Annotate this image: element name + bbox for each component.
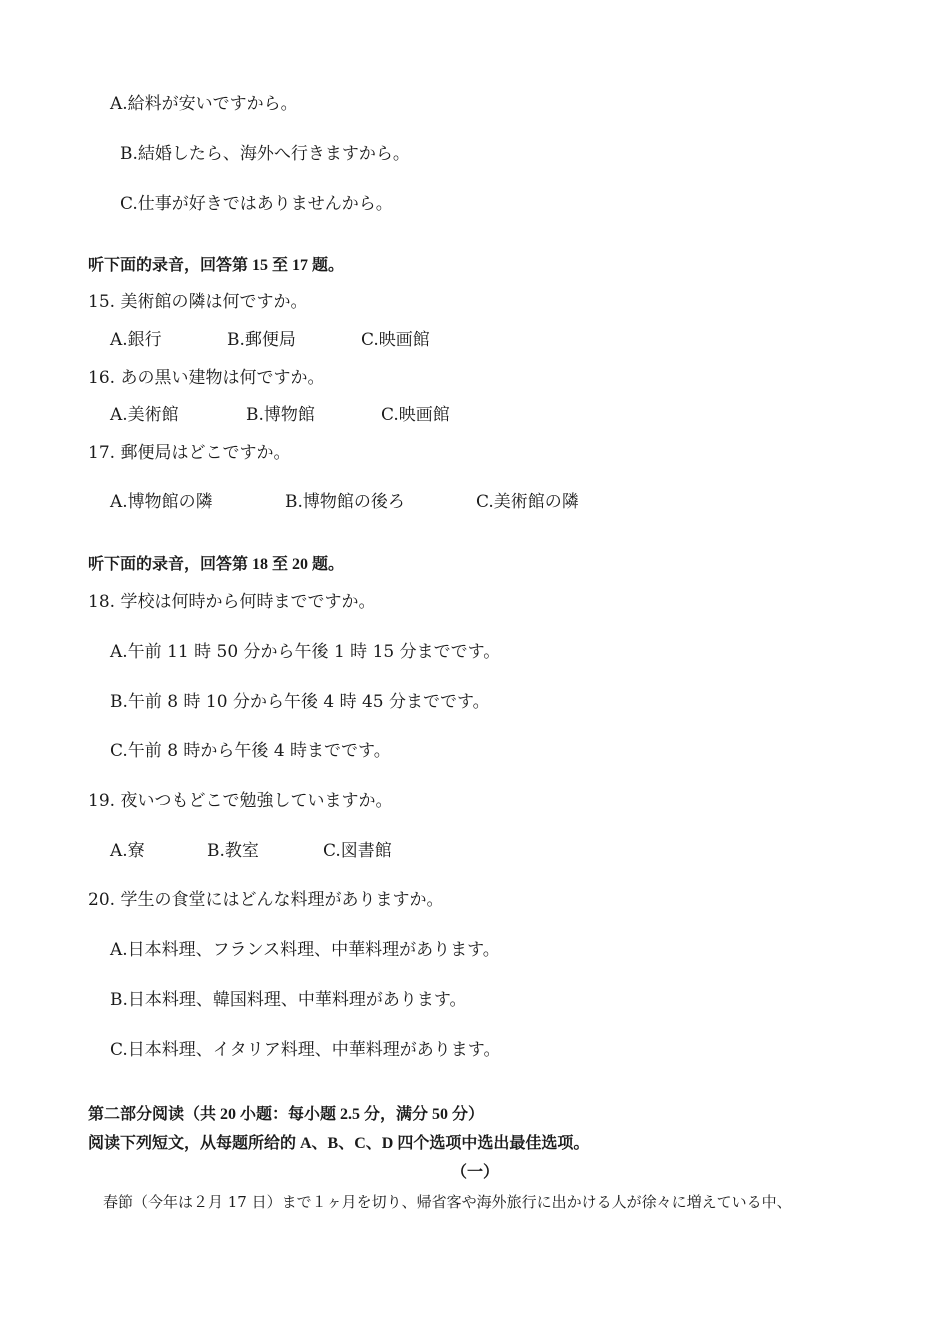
q17-option-a: A.博物館の隣	[110, 492, 213, 512]
q20-option-a: A.日本料理、フランス料理、中華料理があります。	[110, 940, 500, 960]
question-15: 15. 美術館の隣は何ですか。	[88, 292, 308, 312]
q14-option-a: A.給料が安いですから。	[110, 94, 298, 114]
q14-option-c: C.仕事が好きではありませんから。	[120, 194, 393, 214]
q17-option-c: C.美術館の隣	[476, 492, 579, 512]
q16-option-b: B.博物館	[246, 405, 315, 425]
q16-option-c: C.映画館	[381, 405, 450, 425]
question-20: 20. 学生の食堂にはどんな料理がありますか。	[88, 890, 444, 910]
question-16: 16. あの黒い建物は何ですか。	[88, 368, 325, 388]
q16-option-a: A.美術館	[110, 405, 179, 425]
q19-option-b: B.教室	[207, 841, 259, 861]
q17-option-b: B.博物館の後ろ	[285, 492, 405, 512]
passage-number: （一）	[450, 1162, 499, 1181]
q15-option-b: B.郵便局	[227, 330, 296, 350]
q18-option-c: C.午前 8 時から午後 4 時までです。	[110, 741, 391, 761]
q15-option-a: A.銀行	[110, 330, 162, 350]
q15-option-c: C.映画館	[361, 330, 430, 350]
q14-option-b: B.結婚したら、海外へ行きますから。	[120, 144, 410, 164]
q20-option-c: C.日本料理、イタリア料理、中華料理があります。	[110, 1040, 501, 1060]
q18-option-a: A.午前 11 時 50 分から午後 1 時 15 分までです。	[110, 642, 501, 662]
section-heading-18-20: 听下面的录音，回答第 18 至 20 题。	[88, 556, 345, 573]
q18-option-b: B.午前 8 時 10 分から午後 4 時 45 分までです。	[110, 692, 490, 712]
passage-first-line: 春節（今年は２月 17 日）まで１ヶ月を切り、帰省客や海外旅行に出かける人が徐々に増えている中、	[103, 1193, 792, 1211]
question-18: 18. 学校は何時から何時までですか。	[88, 592, 376, 612]
question-17: 17. 郵便局はどこですか。	[88, 443, 291, 463]
q20-option-b: B.日本料理、韓国料理、中華料理があります。	[110, 990, 467, 1010]
part2-instruction: 阅读下列短文，从每题所给的 A、B、C、D 四个选项中选出最佳选项。	[88, 1135, 590, 1152]
part2-heading: 第二部分阅读（共 20 小题：每小题 2.5 分，满分 50 分）	[88, 1106, 485, 1123]
q19-option-a: A.寮	[110, 841, 145, 861]
question-19: 19. 夜いつもどこで勉強していますか。	[88, 791, 393, 811]
section-heading-15-17: 听下面的录音，回答第 15 至 17 题。	[88, 257, 345, 274]
q19-option-c: C.図書館	[323, 841, 392, 861]
